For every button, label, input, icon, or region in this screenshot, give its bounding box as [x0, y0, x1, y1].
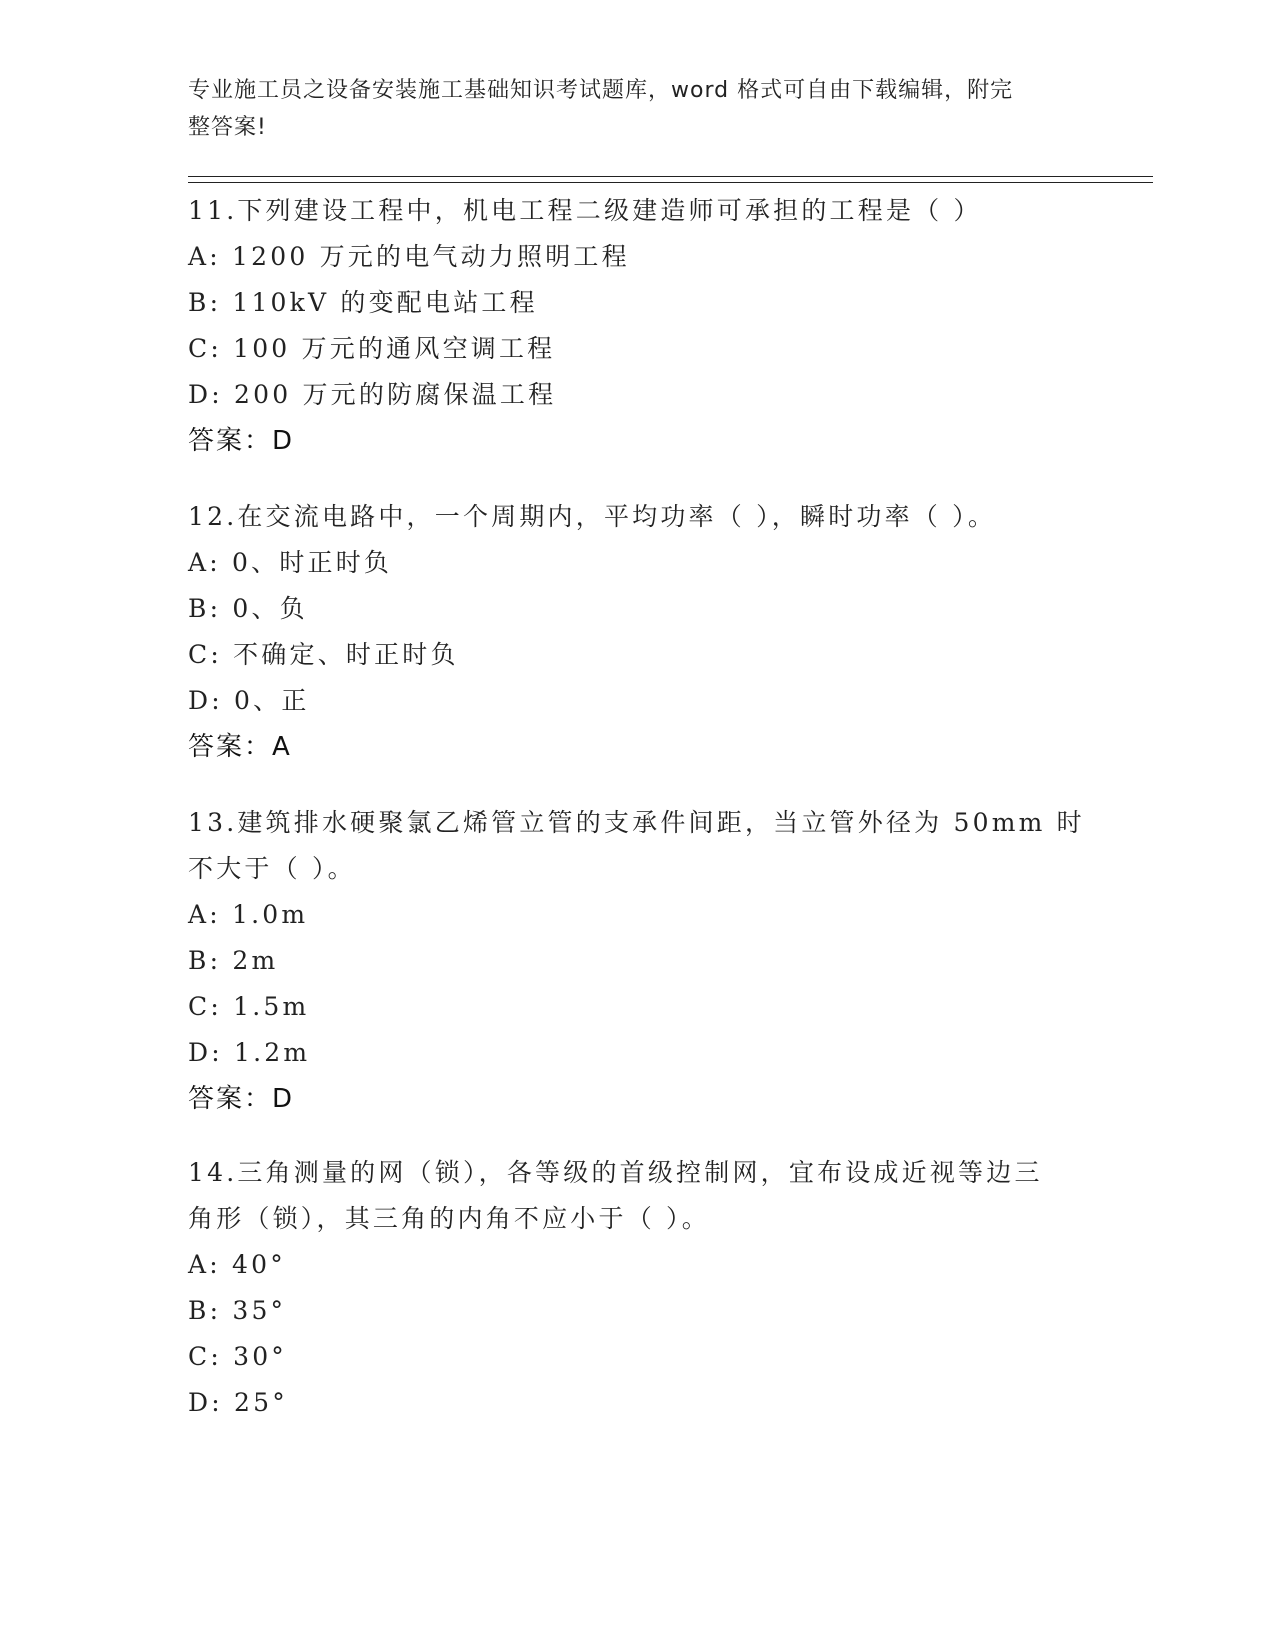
question-12 [188, 494, 1088, 770]
option-d: D: 1.2m [188, 1038, 311, 1067]
question-stem-line-2: 不大于（ ）。 [188, 854, 356, 883]
option-c: C: 30° [188, 1342, 288, 1371]
document-header [188, 72, 1068, 146]
option-d: D: 200 万元的防腐保温工程 [188, 380, 557, 409]
option-c: C: 100 万元的通风空调工程 [188, 334, 556, 363]
option-d: D: 25° [188, 1388, 288, 1417]
question-stem-line-1: 14.三角测量的网（锁），各等级的首级控制网，宜布设成近视等边三 [188, 1158, 1043, 1187]
question-11 [188, 188, 1088, 464]
answer-line: 答案：D [188, 426, 295, 456]
question-14 [188, 1150, 1088, 1426]
option-b: B: 110kV 的变配电站工程 [188, 288, 538, 317]
option-c: C: 1.5m [188, 992, 310, 1021]
answer-line: 答案：A [188, 732, 292, 762]
option-a: A: 40° [188, 1250, 286, 1279]
question-stem-line-2: 角形（锁），其三角的内角不应小于（ ）。 [188, 1204, 710, 1233]
option-a: A: 1.0m [188, 900, 309, 929]
option-c: C: 不确定、时正时负 [188, 640, 459, 669]
question-13 [188, 800, 1088, 1122]
header-line-1: 专业施工员之设备安装施工基础知识考试题库，word 格式可自由下载编辑，附完 [188, 78, 1014, 103]
header-line-2: 整答案! [188, 115, 267, 140]
option-a: A: 0、时正时负 [188, 548, 393, 577]
option-b: B: 0、负 [188, 594, 308, 623]
question-stem: 12.在交流电路中，一个周期内，平均功率（ ），瞬时功率（ ）。 [188, 502, 997, 531]
option-b: B: 35° [188, 1296, 287, 1325]
question-stem-line-1: 13.建筑排水硬聚氯乙烯管立管的支承件间距，当立管外径为 50mm 时 [188, 808, 1085, 837]
question-stem: 11.下列建设工程中，机电工程二级建造师可承担的工程是（ ） [188, 196, 982, 225]
option-d: D: 0、正 [188, 686, 310, 715]
header-rule-bottom [188, 182, 1153, 183]
header-rule-top [188, 176, 1153, 177]
option-b: B: 2m [188, 946, 279, 975]
answer-line: 答案：D [188, 1084, 295, 1114]
option-a: A: 1200 万元的电气动力照明工程 [188, 242, 630, 271]
